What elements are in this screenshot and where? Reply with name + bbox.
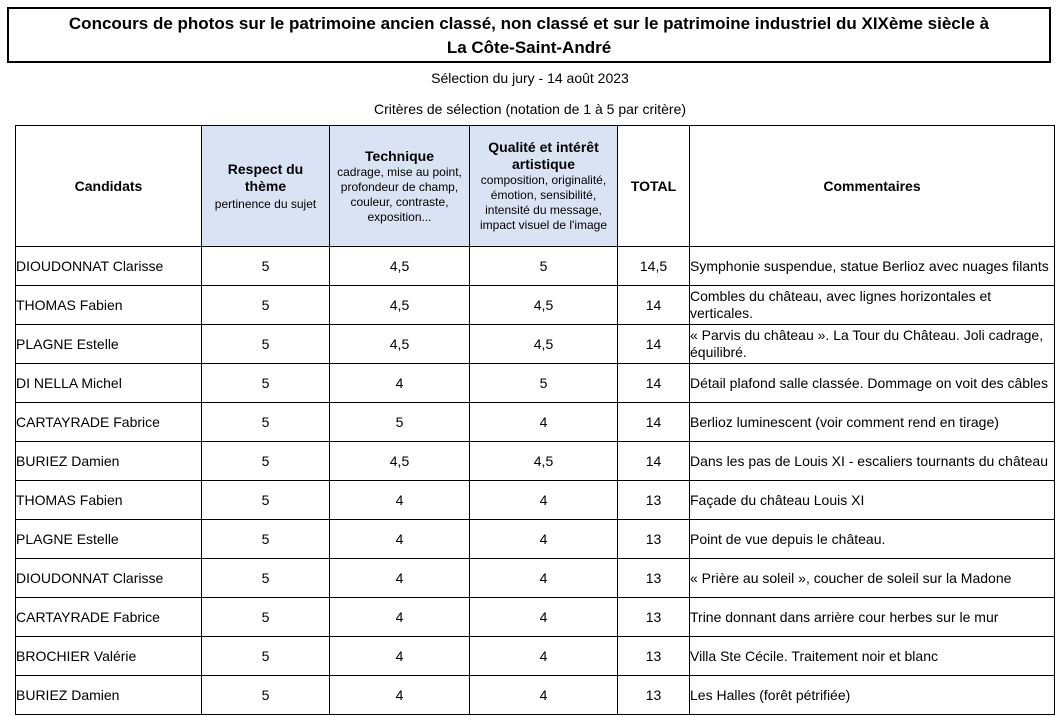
respect-score: 5: [202, 637, 330, 676]
table-row: [16, 637, 1055, 676]
technique-score: 4,5: [330, 286, 470, 325]
candidate-name: DI NELLA Michel: [16, 364, 202, 403]
candidate-name: THOMAS Fabien: [16, 481, 202, 520]
criteria-note: Critères de sélection (notation de 1 à 5 par critère): [373, 101, 687, 117]
page-title-line-2: La Côte-Saint-André: [446, 38, 612, 57]
qualite-score: 4,5: [470, 286, 618, 325]
technique-score: 4,5: [330, 442, 470, 481]
total-score: 14: [618, 364, 690, 403]
technique-score: 4,5: [330, 325, 470, 364]
header-qualite: Qualité et intérêt artistique composition, originalité, émotion, sensibilité, intensité du message, impact visuel de l'image: [470, 126, 618, 247]
candidate-name: THOMAS Fabien: [16, 286, 202, 325]
comment-text: Combles du château, avec lignes horizontales et verticales.: [690, 286, 1055, 325]
technique-score: 4: [330, 364, 470, 403]
qualite-score: 4: [470, 559, 618, 598]
qualite-score: 4: [470, 637, 618, 676]
candidate-name: BURIEZ Damien: [16, 442, 202, 481]
table-row: [16, 325, 1055, 364]
respect-score: 5: [202, 676, 330, 715]
comment-text: Dans les pas de Louis XI - escaliers tournants du château: [690, 442, 1055, 481]
technique-score: 4,5: [330, 247, 470, 286]
table-row: [16, 598, 1055, 637]
respect-score: 5: [202, 520, 330, 559]
header-total: TOTAL: [618, 126, 690, 247]
comment-text: Symphonie suspendue, statue Berlioz avec nuages filants: [690, 247, 1055, 286]
total-score: 14: [618, 403, 690, 442]
table-row: [16, 520, 1055, 559]
total-score: 13: [618, 676, 690, 715]
technique-score: 5: [330, 403, 470, 442]
total-score: 14: [618, 286, 690, 325]
respect-score: 5: [202, 442, 330, 481]
qualite-score: 4,5: [470, 442, 618, 481]
header-commentaires: Commentaires: [690, 126, 1055, 247]
comment-text: « Parvis du château ». La Tour du Château. Joli cadrage, équilibré.: [690, 325, 1055, 364]
candidate-name: DIOUDONNAT Clarisse: [16, 247, 202, 286]
respect-score: 5: [202, 481, 330, 520]
total-score: 14: [618, 442, 690, 481]
table-row: [16, 442, 1055, 481]
total-score: 13: [618, 559, 690, 598]
candidate-name: BROCHIER Valérie: [16, 637, 202, 676]
total-score: 14,5: [618, 247, 690, 286]
qualite-score: 4: [470, 481, 618, 520]
qualite-score: 5: [470, 247, 618, 286]
comment-text: Berlioz luminescent (voir comment rend en tirage): [690, 403, 1055, 442]
comment-text: Point de vue depuis le château.: [690, 520, 1055, 559]
qualite-score: 4: [470, 676, 618, 715]
page-title-line-1: Concours de photos sur le patrimoine ancien classé, non classé et sur le patrimoine industriel du XIXème siècle à: [68, 14, 990, 33]
technique-score: 4: [330, 520, 470, 559]
candidate-name: PLAGNE Estelle: [16, 520, 202, 559]
total-score: 14: [618, 325, 690, 364]
header-candidats: Candidats: [16, 126, 202, 247]
comment-text: « Prière au soleil », coucher de soleil sur la Madone: [690, 559, 1055, 598]
respect-score: 5: [202, 286, 330, 325]
total-score: 13: [618, 598, 690, 637]
candidate-name: CARTAYRADE Fabrice: [16, 598, 202, 637]
comment-text: Trine donnant dans arrière cour herbes sur le mur: [690, 598, 1055, 637]
qualite-score: 4: [470, 520, 618, 559]
table-row: [16, 364, 1055, 403]
comment-text: Façade du château Louis XI: [690, 481, 1055, 520]
table-header-row: [16, 126, 1055, 247]
respect-score: 5: [202, 325, 330, 364]
candidate-name: DIOUDONNAT Clarisse: [16, 559, 202, 598]
table-body: [16, 247, 1055, 715]
table-row: [16, 559, 1055, 598]
respect-score: 5: [202, 598, 330, 637]
table-row: [16, 481, 1055, 520]
respect-score: 5: [202, 247, 330, 286]
respect-score: 5: [202, 559, 330, 598]
candidate-name: BURIEZ Damien: [16, 676, 202, 715]
technique-score: 4: [330, 559, 470, 598]
comment-text: Villa Ste Cécile. Traitement noir et blanc: [690, 637, 1055, 676]
technique-score: 4: [330, 481, 470, 520]
results-table: [15, 125, 1055, 715]
candidate-name: CARTAYRADE Fabrice: [16, 403, 202, 442]
technique-score: 4: [330, 598, 470, 637]
qualite-score: 4: [470, 403, 618, 442]
qualite-score: 4: [470, 598, 618, 637]
qualite-score: 4,5: [470, 325, 618, 364]
table-row: [16, 286, 1055, 325]
table-row: [16, 403, 1055, 442]
table-row: [16, 247, 1055, 286]
respect-score: 5: [202, 364, 330, 403]
respect-score: 5: [202, 403, 330, 442]
comment-text: Les Halles (forêt pétrifiée): [690, 676, 1055, 715]
table-row: [16, 676, 1055, 715]
technique-score: 4: [330, 637, 470, 676]
page-title: [7, 7, 1051, 63]
header-respect: Respect du thème pertinence du sujet: [202, 126, 330, 247]
total-score: 13: [618, 481, 690, 520]
header-technique: Technique cadrage, mise au point, profondeur de champ, couleur, contraste, exposition...: [330, 126, 470, 247]
total-score: 13: [618, 637, 690, 676]
jury-selection-date: Sélection du jury - 14 août 2023: [431, 70, 629, 86]
technique-score: 4: [330, 676, 470, 715]
qualite-score: 5: [470, 364, 618, 403]
total-score: 13: [618, 520, 690, 559]
comment-text: Détail plafond salle classée. Dommage on voit des câbles: [690, 364, 1055, 403]
candidate-name: PLAGNE Estelle: [16, 325, 202, 364]
